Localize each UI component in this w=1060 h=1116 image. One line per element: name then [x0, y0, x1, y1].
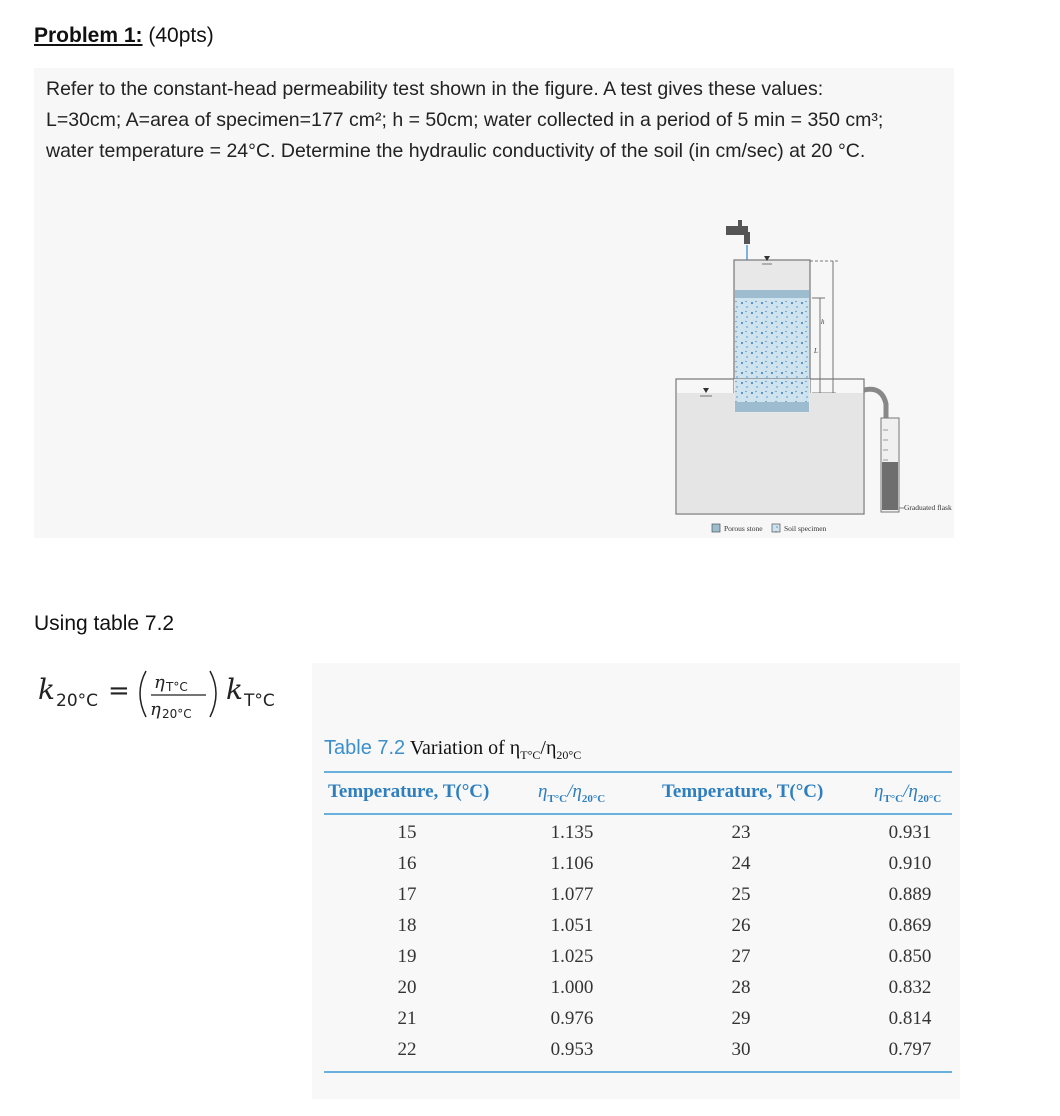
formula-eta-den-sub: 20°C — [162, 707, 192, 721]
faucet-icon — [726, 220, 750, 262]
table-cell: 1.077 — [550, 884, 594, 905]
table-cell: 18 — [397, 915, 417, 936]
table-cell: 0.889 — [888, 884, 932, 905]
table-cell: 0.869 — [888, 915, 932, 936]
table-cell: 1.051 — [550, 915, 594, 936]
table-cell: 30 — [731, 1039, 751, 1060]
formula-k-sub: 20°C — [56, 691, 99, 711]
table-cell: 19 — [397, 946, 417, 967]
table-cell: 27 — [731, 946, 751, 967]
top-porous-stone — [735, 290, 809, 298]
label-h: h — [821, 318, 825, 326]
graduated-flask — [881, 418, 899, 512]
table-cell: 16 — [397, 853, 417, 874]
table-header-rule — [324, 813, 952, 815]
table-cell: 28 — [731, 977, 751, 998]
table-cell: 21 — [397, 1008, 417, 1029]
table-cell: 0.976 — [550, 1008, 594, 1029]
table-cell: 20 — [397, 977, 417, 998]
table-cell: 1.106 — [550, 853, 594, 874]
table-cell: 1.000 — [550, 977, 594, 998]
table-cell: 0.953 — [550, 1039, 594, 1060]
table-cell: 29 — [731, 1008, 751, 1029]
legend-porous: Porous stone — [724, 524, 763, 533]
table-cell: 25 — [731, 884, 751, 905]
formula-eta-num: η — [154, 672, 165, 693]
table-cell: 15 — [397, 822, 417, 843]
table-title-text: Variation of η — [409, 737, 521, 759]
table-cell: 0.931 — [888, 822, 932, 843]
header-ratio-right: $\eta_{T^\circ C}/\eta_{20^\circ C}$ — [874, 781, 942, 805]
conductivity-formula — [34, 655, 334, 735]
formula-kT: k — [226, 673, 243, 706]
formula-eta-num-sub: T°C — [166, 680, 188, 694]
table-cell: 26 — [731, 915, 751, 936]
table-cell: 0.910 — [888, 853, 932, 874]
legend-soil-swatch — [772, 524, 780, 532]
formula-k: k — [38, 673, 55, 706]
table-number: Table 7.2 — [324, 737, 406, 759]
problem-title: Problem 1: — [34, 24, 143, 47]
table-cell: 0.797 — [888, 1039, 932, 1060]
problem-points: (40pts) — [148, 24, 214, 47]
table-title: Table 7.2 Variation of $\eta_{T^\circ C}/\eta_{20^\circ C}$ — [324, 737, 582, 762]
column-ratio-left — [542, 823, 602, 1071]
label-L: L — [814, 347, 818, 355]
problem-line: water temperature = 24°C. Determine the hydraulic conductivity of the soil (in cm/sec) at 20 °C. — [46, 140, 866, 162]
table-cell: 0.832 — [888, 977, 932, 998]
problem-line: L=30cm; A=area of specimen=177 cm²; h = 50cm; water collected in a period of 5 min = 350 cm³; — [46, 109, 884, 131]
table-cell: 0.814 — [888, 1008, 932, 1029]
formula-kT-sub: T°C — [244, 691, 275, 711]
permeability-test-figure — [640, 150, 970, 550]
table-bottom-rule — [324, 1071, 952, 1073]
column-ratio-right — [880, 823, 940, 1071]
table-cell: 1.135 — [550, 822, 594, 843]
legend-soil: Soil specimen — [784, 524, 827, 533]
table-cell: 23 — [731, 822, 751, 843]
table-top-rule — [324, 771, 952, 773]
header-temp-left: Temperature, T(°C) — [328, 781, 490, 802]
table-cell: 24 — [731, 853, 751, 874]
table-cell: 22 — [397, 1039, 417, 1060]
using-table-label: Using table 7.2 — [34, 612, 175, 635]
header-ratio-left: $\eta_{T^\circ C}/\eta_{20^\circ C}$ — [538, 781, 606, 805]
legend-porous-swatch — [712, 524, 720, 532]
formula-eta-den: η — [150, 699, 161, 720]
table-cell: 1.025 — [550, 946, 594, 967]
table-cell: 0.850 — [888, 946, 932, 967]
problem-heading — [34, 24, 214, 48]
problem-line: Refer to the constant-head permeability test shown in the figure. A test gives these values: — [46, 78, 824, 100]
header-temp-right: Temperature, T(°C) — [662, 781, 824, 802]
column-temp-left — [382, 823, 432, 1071]
viscosity-table — [312, 663, 960, 1099]
formula-equals: = — [108, 676, 130, 706]
column-temp-right — [716, 823, 766, 1071]
table-cell: 17 — [397, 884, 417, 905]
flask-label: Graduated flask — [904, 503, 952, 512]
